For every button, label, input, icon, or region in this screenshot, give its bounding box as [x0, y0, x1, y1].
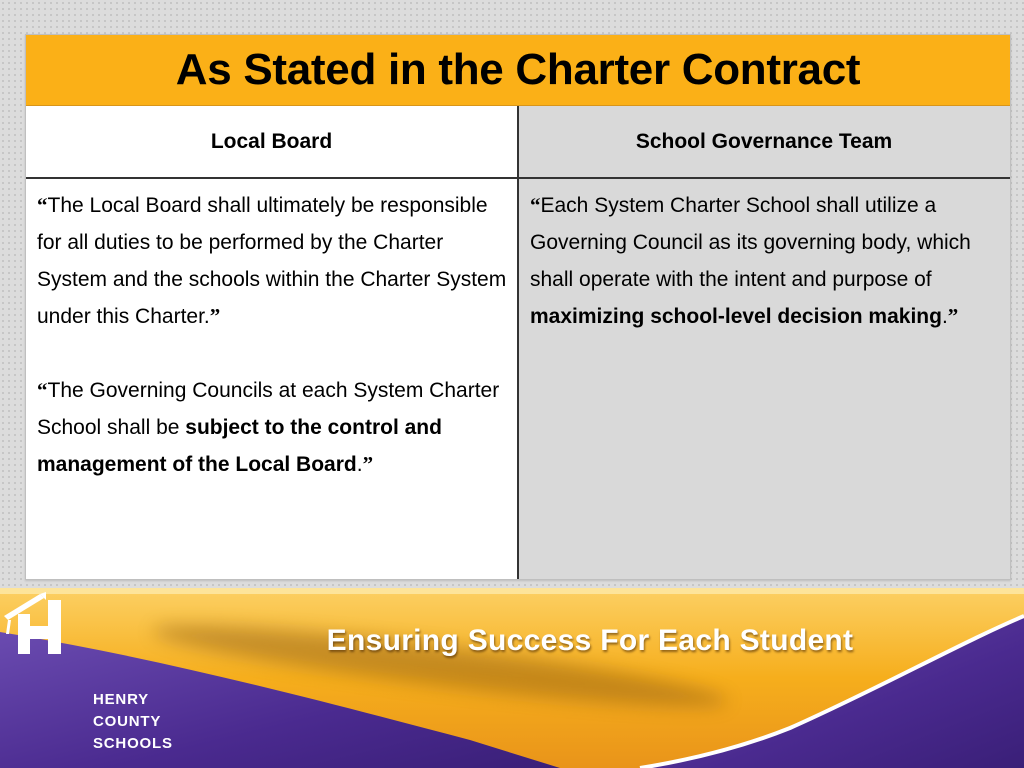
local-board-quote-1: [37, 187, 507, 335]
quote-emphasis: subject to the control and management of the Local Board: [37, 416, 442, 476]
footer-banner: [0, 588, 1024, 768]
close-quote: ”: [362, 452, 374, 476]
local-board-cell: [26, 179, 517, 579]
logo-line-county: COUNTY: [93, 713, 162, 730]
quote-text: The Governing Councils at each System Charter School shall be: [37, 379, 500, 439]
header-divider: [26, 177, 1010, 179]
logo-line-henry: HENRY: [93, 691, 149, 708]
henry-county-h-logo-icon: [0, 588, 80, 668]
column-header-school-governance-team: School Governance Team: [518, 106, 1010, 177]
title-bar: [26, 35, 1010, 106]
quote-period: .: [941, 305, 948, 328]
quote-emphasis: maximizing school-level decision making: [530, 305, 942, 328]
column-header-local-board: Local Board: [26, 106, 517, 177]
slide-title: As Stated in the Charter Contract: [175, 45, 861, 94]
footer-tagline: Ensuring Success For Each Student: [326, 624, 854, 657]
close-quote: ”: [947, 304, 959, 328]
open-quote: “: [530, 193, 541, 217]
henry-county-schools-wordmark: [93, 689, 173, 755]
open-quote: “: [37, 193, 48, 217]
close-quote: ”: [209, 304, 221, 328]
quote-text: The Local Board shall ultimately be responsible for all duties to be performed by the Charter System and the schools within the Charter System under this Charter.: [37, 194, 507, 328]
local-board-quote-2: [37, 372, 507, 483]
school-governance-quote: [530, 187, 1000, 335]
open-quote: “: [37, 378, 48, 402]
quote-text: Each System Charter School shall utilize a Governing Council as its governing body, which shall operate with the intent and purpose of: [530, 194, 971, 291]
school-governance-cell: [519, 179, 1010, 579]
quote-period: .: [356, 453, 363, 476]
charter-table: [25, 34, 1011, 580]
logo-line-schools: SCHOOLS: [93, 735, 173, 752]
